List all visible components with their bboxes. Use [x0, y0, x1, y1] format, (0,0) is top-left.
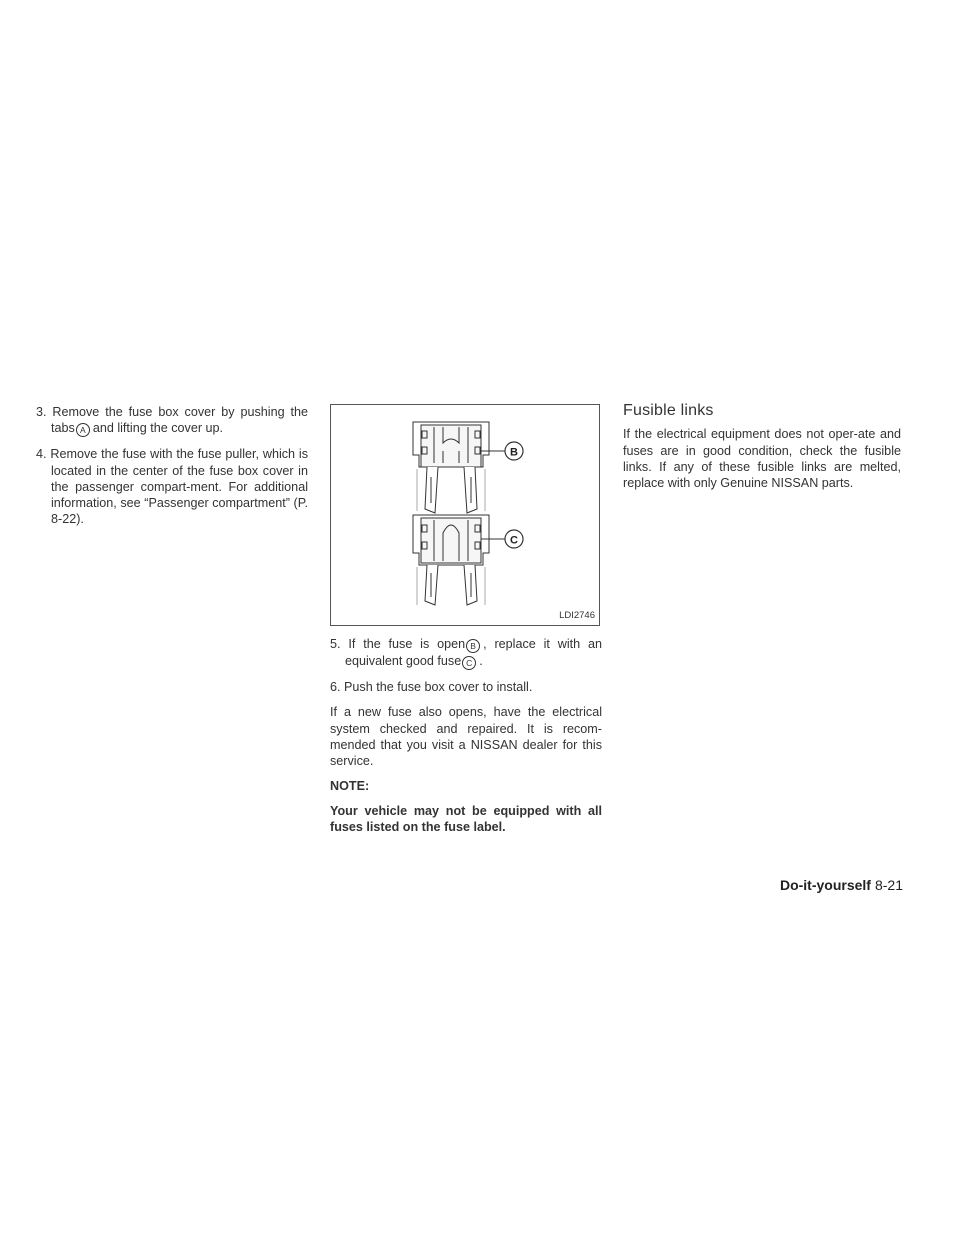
figure-label-b: B: [510, 446, 518, 459]
step-3: 3. Remove the fuse box cover by pushing the tabs A and lifting the cover up.: [36, 405, 308, 436]
new-fuse-paragraph: If a new fuse also opens, have the electrical system checked and repaired. It is recom-mended that you visit a NISSAN dealer for this service.: [330, 705, 602, 769]
fusible-links-paragraph: If the electrical equipment does not oper-ate and fuses are in good condition, check the fusible links. If any of these fusible links are melted, replace with only Genuine NISSAN parts.: [623, 427, 901, 491]
fuse-illustration: [331, 405, 601, 627]
right-column: [623, 404, 901, 500]
blown-fuse-drawing: [413, 422, 505, 513]
callout-b-marker: B: [466, 639, 480, 653]
chapter-name: Do-it-yourself: [779, 877, 871, 893]
callout-c-marker: C: [462, 656, 476, 670]
callout-a-marker: A: [76, 423, 90, 437]
section-title: Fusible links: [623, 402, 714, 419]
note-text: Your vehicle may not be equipped with all fuses listed on the fuse label.: [330, 803, 602, 835]
left-column: [36, 404, 308, 537]
note-label: NOTE:: [330, 779, 370, 794]
page-footer: [780, 877, 903, 893]
step-6: 6. Push the fuse box cover to install.: [330, 680, 533, 694]
good-fuse-drawing: [413, 515, 505, 605]
figure-code: LDI2746: [559, 609, 595, 621]
middle-column: [330, 404, 602, 835]
step-4: 4. Remove the fuse with the fuse puller, which is located in the center of the fuse box cover in the passenger compart-ment. For additional information, see “Passenger compartment” (P. 8-22).: [36, 447, 308, 527]
figure-label-c: C: [510, 534, 518, 547]
page-number: 8-21: [874, 877, 903, 893]
step-5: 5. If the fuse is open B , replace it with an equivalent good fuse C .: [330, 637, 602, 668]
fuse-figure: [330, 404, 600, 626]
